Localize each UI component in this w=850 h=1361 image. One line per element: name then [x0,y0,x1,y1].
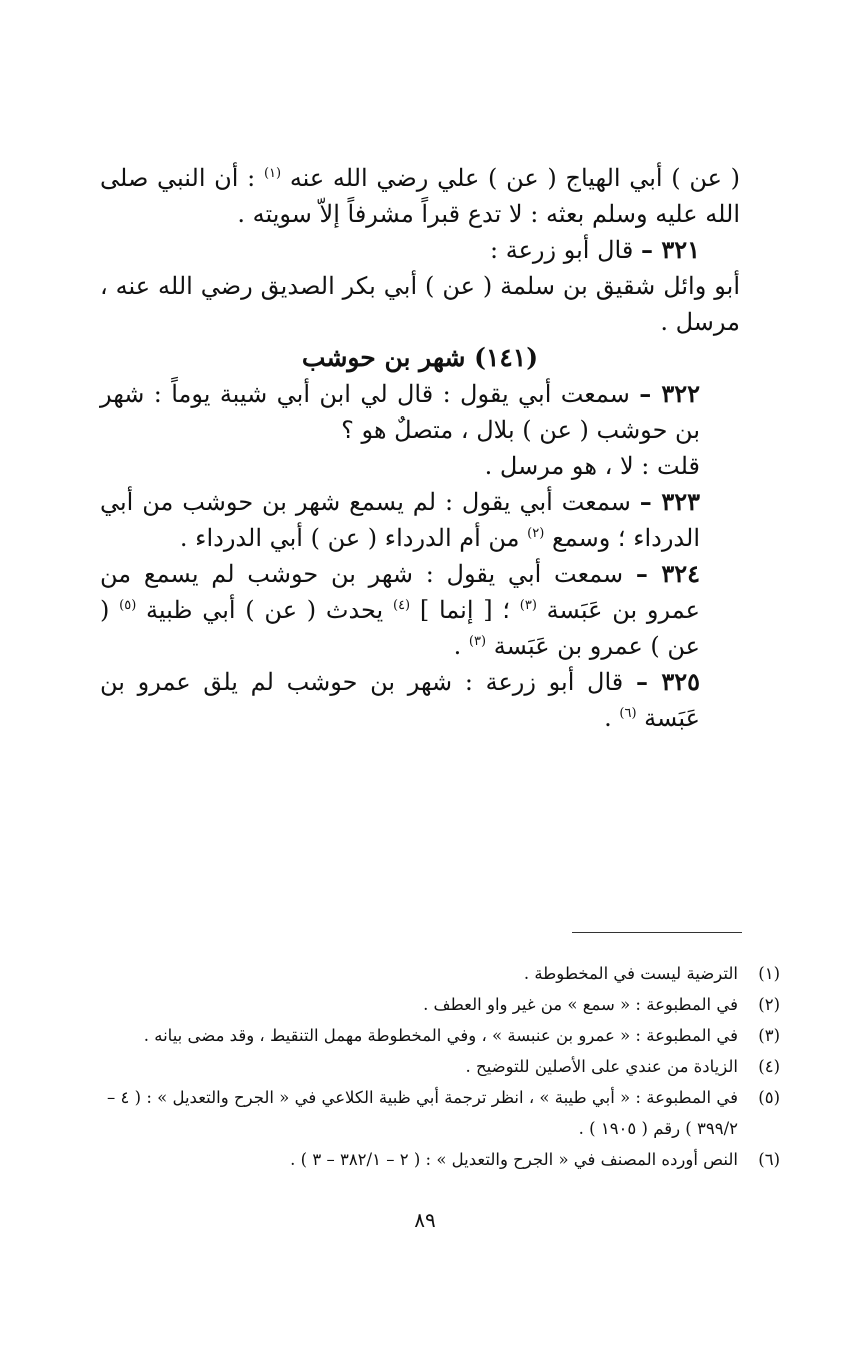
footnote-mark: (٦) [758,1150,780,1169]
footnote-text: النص أورده المصنف في « الجرح والتعديل » : ( ٢ – ٣٨٢/١ – ٣ ) . [290,1150,738,1169]
entry-321 [100,232,740,268]
footnote-item [100,958,780,989]
footnote-item [100,1144,780,1175]
entry-321-body [100,268,740,340]
text: . [604,704,612,732]
footnote-item [100,1051,780,1082]
footnote-item [100,989,780,1020]
text: بعثه : لا تدع قبراً مشرفاً إلاّ سويته . [237,200,585,228]
footnote-ref: (٢) [527,526,545,541]
page-number: ٨٩ [414,1208,436,1232]
footnote-divider [572,932,742,933]
footnote-ref: (٥) [119,598,137,613]
footnote-mark: (٢) [758,995,780,1014]
text: قال أبو زرعة : شهر بن حوشب لم يلق عمرو بن عَبَسة [100,668,700,732]
footnote-text: الزيادة من عندي على الأصلين للتوضيح . [465,1057,738,1076]
text: قلت : لا ، هو مرسل . [484,452,700,480]
text: سمعت أبي يقول : شهر بن حوشب لم يسمع من عمرو بن عَبَسة [100,560,700,624]
footnote-text: في المطبوعة : « سمع » من غير واو العطف . [423,995,738,1014]
footnote-ref: (٣) [519,598,537,613]
footnote-text: في المطبوعة : « أبي طيبة » ، انظر ترجمة أبي ظبية الكلاعي في « الجرح والتعديل » : ( ٤ – ٣٩٩/٢ ) رقم ( ١٩٠٥ ) . [107,1088,738,1138]
paragraph-320-end [100,160,740,232]
footnote-ref: (٤) [392,598,411,613]
entry-324 [100,556,740,664]
footnote-text: في المطبوعة : « عمرو بن عنبسة » ، وفي المخطوطة مهمل التنقيط ، وقد مضى بيانه . [143,1026,738,1045]
footnotes [100,958,780,1175]
footnote-ref: (٦) [619,706,637,721]
text: ( عن ) عمرو بن عَبَسة [100,596,700,660]
text: . [453,632,462,660]
entry-number: ٣٢٢ – [639,379,700,408]
entry-325 [100,664,740,736]
text: سمعت أبي يقول : لم يسمع شهر بن حوشب من أبي الدرداء ؛ وسمع [100,488,700,552]
entry-323 [100,484,740,556]
entry-number: ٣٢١ – [640,235,700,264]
text: سمعت أبي يقول : قال لي ابن أبي شيبة يوماً : شهر بن حوشب ( عن ) بلال ، متصلٌ هو ؟ [100,380,700,444]
entry-322 [100,376,740,448]
footnote-item [100,1020,780,1051]
text: ؛ [ إنما ] [419,596,511,624]
footnote-ref: (٣) [468,634,487,649]
entry-number: ٣٢٣ – [639,487,700,516]
footnote-text: الترضية ليست في المخطوطة . [523,964,738,983]
entry-322-reply [100,448,740,484]
text: : أن النبي صلى الله عليه وسلم [100,164,740,228]
text: قال أبو زرعة : [490,236,634,264]
text: يحدث ( عن ) أبي ظبية [146,596,384,624]
footnote-item [100,1082,780,1144]
text: ( عن ) أبي الهياج ( عن ) علي رضي الله عنه [289,164,740,192]
footnote-mark: (٥) [758,1088,780,1107]
section-heading: (١٤١) شهر بن حوشب [301,343,539,372]
footnote-ref: (١) [263,166,282,181]
entry-number: ٣٢٤ – [635,559,700,588]
text: من أم الدرداء ( عن ) أبي الدرداء . [179,524,520,552]
main-text [100,160,740,736]
footnote-mark: (٤) [758,1057,780,1076]
footnote-mark: (٣) [758,1026,780,1045]
text: أبو وائل شقيق بن سلمة ( عن ) أبي بكر الصديق رضي الله عنه ، مرسل . [100,272,740,336]
footnote-mark: (١) [758,964,780,983]
entry-number: ٣٢٥ – [635,667,701,696]
